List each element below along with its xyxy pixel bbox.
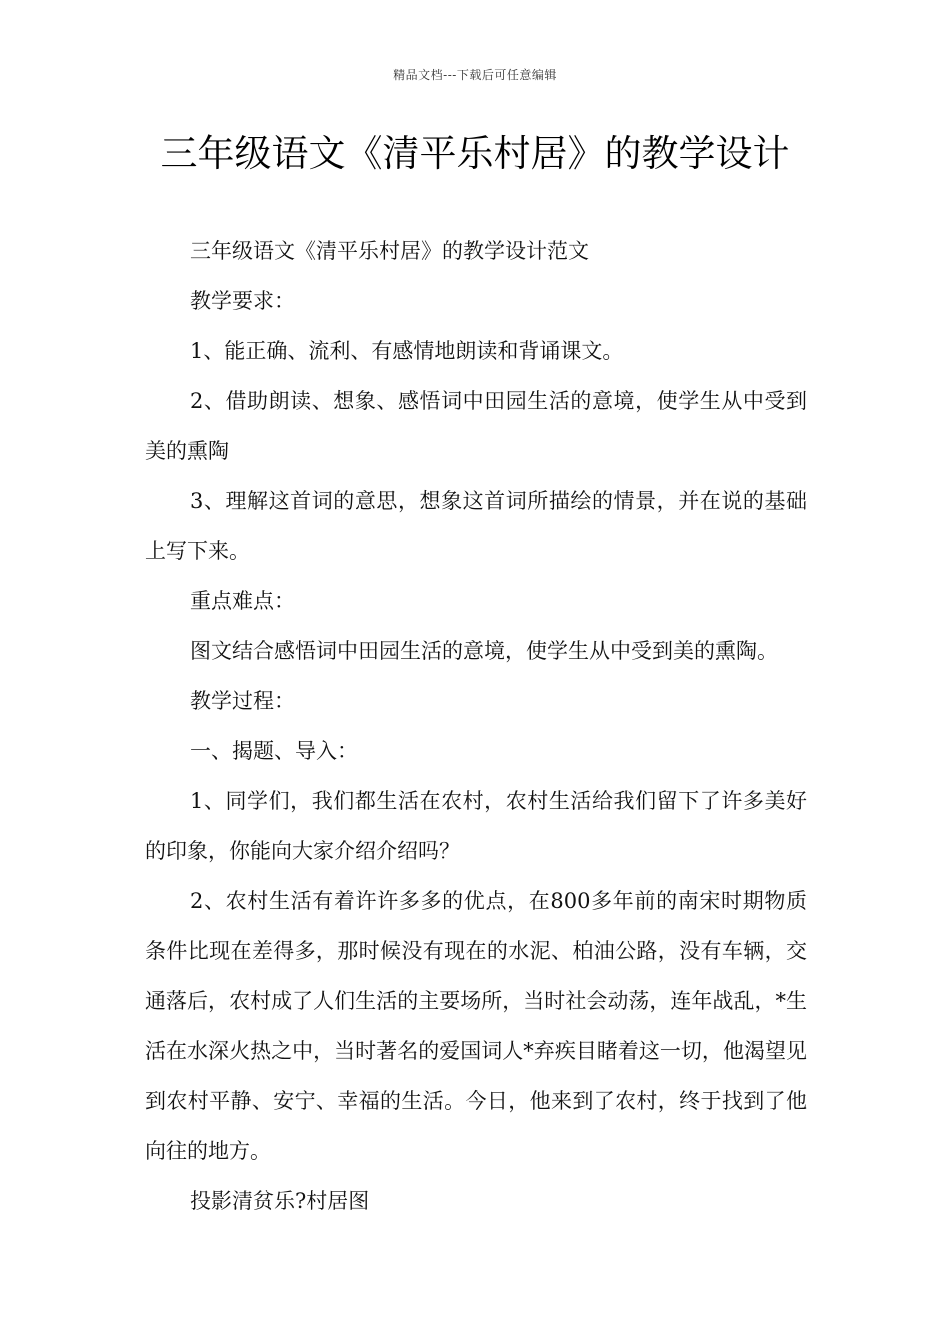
header-note: 精品文档---下载后可任意编辑 xyxy=(393,68,557,82)
paragraph-step-2: 2、农村生活有着许许多多的优点，在800多年前的南宋时期物质条件比现在差得多，那时候没有现在的水泥、柏油公路，没有车辆，交通落后，农村成了人们生活的主要场所，当时社会动荡，连年战乱，*生活在水深火热之中，当时著名的爱国词人*弃疾目睹着这一切，他渴望见到农村平静、安宁、幸福的生活。今日，他来到了农村，终于找到了他向往的地方。 xyxy=(145,889,807,1163)
paragraph-requirement-3: 3、理解这首词的意思，想象这首词所描绘的情景，并在说的基础上写下来。 xyxy=(145,489,807,563)
paragraph-key-points: 图文结合感悟词中田园生活的意境，使学生从中受到美的熏陶。 xyxy=(190,639,778,663)
paragraph-requirement-2: 2、借助朗读、想象、感悟词中田园生活的意境，使学生从中受到美的熏陶 xyxy=(145,389,807,463)
paragraph-requirements-heading: 教学要求： xyxy=(190,289,295,313)
document-body xyxy=(145,226,807,1226)
paragraph-step-1: 1、同学们，我们都生活在农村，农村生活给我们留下了许多美好的印象，你能向大家介绍介绍吗？ xyxy=(145,789,807,863)
paragraph-projection: 投影清贫乐?村居图 xyxy=(190,1189,370,1213)
paragraph-section-1-heading: 一、揭题、导入： xyxy=(190,739,358,763)
paragraph-subtitle: 三年级语文《清平乐村居》的教学设计范文 xyxy=(190,239,589,263)
paragraph-process-heading: 教学过程： xyxy=(190,689,295,713)
document-title: 三年级语文《清平乐村居》的教学设计 xyxy=(160,132,790,175)
paragraph-key-points-heading: 重点难点： xyxy=(190,589,295,613)
paragraph-requirement-1: 1、能正确、流利、有感情地朗读和背诵课文。 xyxy=(190,339,624,363)
